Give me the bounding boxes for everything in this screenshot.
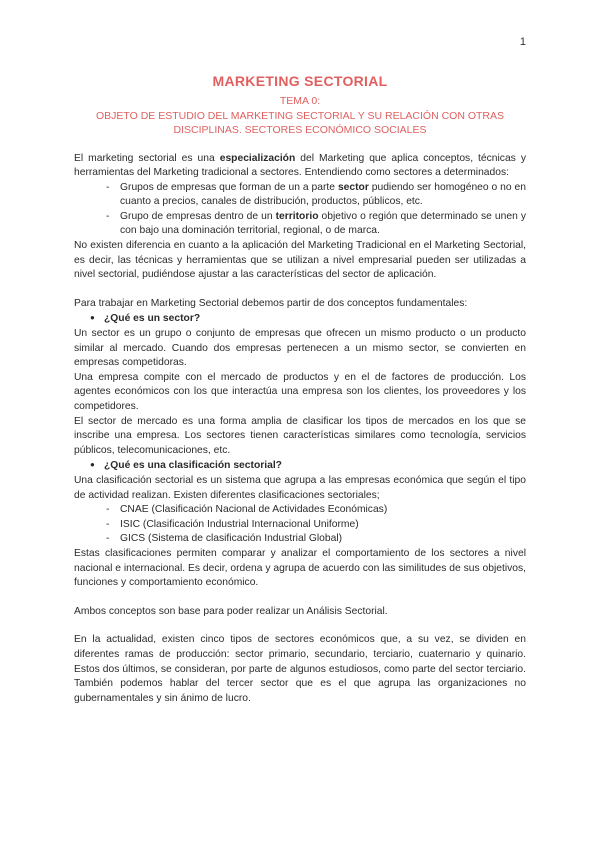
document-title: MARKETING SECTORIAL (212, 73, 388, 89)
concepts-intro: Para trabajar en Marketing Sectorial debemos partir de dos conceptos fundamentales: (74, 297, 468, 309)
question-sector (74, 311, 526, 327)
item2-text-a: Grupo de empresas dentro de un (120, 210, 276, 222)
item1-text-b: pudiendo ser homogéneo o no en cuanto a precios, canales de distribución, productos, públicos, etc. (120, 181, 526, 208)
sector-paragraph-3: El sector de mercado es una forma amplia de clasificar los tipos de mercados en los que se inscribe una empresa. Los sectores tienen características similares como tecnología, servicios públicos, telecomunicaciones, etc. (74, 415, 526, 456)
list-item: - ISIC (Clasificación Industrial Internacional Uniforme) (106, 518, 526, 533)
question-classification (74, 458, 526, 474)
bullet-icon: ● (90, 313, 95, 323)
sector-paragraph-2: Una empresa compite con el mercado de productos y en el de factores de producción. Los agentes económicos con los que interactúa una empresa son los clientes, los proveedores y los competidores. (74, 371, 526, 412)
closing-paragraph-1: Ambos conceptos son base para poder realizar un Análisis Sectorial. (74, 605, 388, 617)
page-number: 1 (519, 36, 526, 48)
bullet-icon: ● (90, 460, 95, 470)
item1-text-a: Grupos de empresas que forman de un a parte (120, 181, 338, 193)
document-subtitle (74, 94, 526, 138)
classification-paragraph-1: Una clasificación sectorial es un sistema que agrupa a las empresas económica que según el tipo de actividad realizan. Existen diferentes clasificaciones sectoriales; (74, 474, 526, 501)
subtitle-line-1: OBJETO DE ESTUDIO DEL MARKETING SECTORIAL Y SU RELACIÓN CON OTRAS (95, 109, 505, 122)
sector-definition-list (74, 181, 526, 239)
classification-list (74, 503, 526, 547)
list-item (106, 181, 526, 210)
sector-paragraph-1: Un sector es un grupo o conjunto de empresas que ofrecen un mismo producto o un producto similar al mercado. Cuando dos empresas pertenecen a un mismo sector, se convierten en empresas competidoras. (74, 328, 526, 369)
list-item: - CNAE (Clasificación Nacional de Actividades Económicas) (106, 503, 526, 518)
closing-paragraph-2: En la actualidad, existen cinco tipos de sectores económicos que, a su vez, se dividen en diferentes ramas de producción: sector primario, secundario, terciario, cuaternario y quinario. Estos dos últimos, se consideran, por parte de algunos estudiosos, como parte del sector terciario. También podemos hablar del tercer sector que es el que agrupa las organizaciones no gubernamentales y sin ánimo de lucro. (74, 634, 526, 704)
classification-paragraph-2: Estas clasificaciones permiten comparar y analizar el comportamiento de los sectores a nivel nacional e internacional. Es decir, ordena y agrupa de acuerdo con las similitudes de sus objetivos, funciones y comportamiento económico. (74, 547, 526, 589)
document-body (74, 72, 526, 706)
subtitle-line-2: DISCIPLINAS. SECTORES ECONÓMICO SOCIALES (173, 124, 427, 136)
intro-paragraph-2: No existen diferencia en cuanto a la aplicación del Marketing Tradicional en el Marketing Sectorial, es decir, las técnicas y herramientas que se utilizan a nivel empresarial pueden ser utilizadas a nivel sectorial, pudiéndose ajustar a las características del sector de aplicación. (74, 240, 526, 281)
intro-text-a: El marketing sectorial es una (74, 152, 220, 164)
item2-bold: territorio (275, 210, 319, 222)
intro-paragraph (74, 152, 526, 181)
intro-text-b: del Marketing que aplica conceptos, técnicas y herramientas del Marketing tradicional a sectores. Entendiendo como sectores a determinados: (74, 152, 526, 179)
question-sector-text: ¿Qué es un sector? (104, 313, 201, 325)
list-item (106, 210, 526, 239)
question-classification-text: ¿Qué es una clasificación sectorial? (104, 460, 282, 472)
item1-bold: sector (337, 181, 369, 193)
tema-label: TEMA 0: (279, 95, 321, 107)
item2-text-b: objetivo o región que determinado se unen y con bajo una dominación territorial, regional, o de marca. (120, 210, 526, 237)
list-item: - GICS (Sistema de clasificación Industrial Global) (106, 532, 526, 547)
intro-bold: especialización (219, 152, 296, 164)
